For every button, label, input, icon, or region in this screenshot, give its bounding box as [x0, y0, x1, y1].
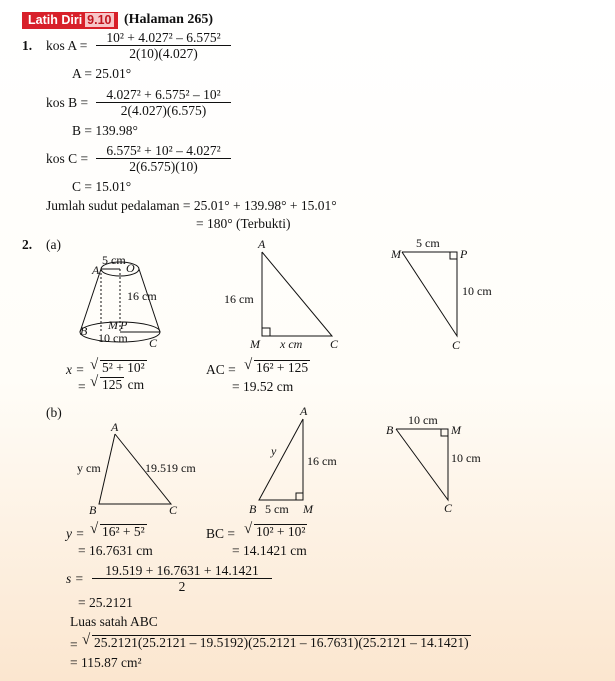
tri-a3-M: M — [391, 247, 401, 261]
s-result: = 25.2121 — [78, 595, 133, 610]
tri-b2-M: M — [303, 502, 313, 516]
cosC-numerator: 6.575² + 10² – 4.027² — [96, 143, 231, 159]
tri-a3-P: P — [460, 247, 468, 261]
exercise-badge — [22, 12, 118, 29]
cosA-numerator: 10² + 4.027² – 6.575² — [96, 30, 231, 46]
bc-result: = 14.1421 cm — [232, 543, 307, 558]
tri-b3-M: M — [451, 423, 461, 437]
frustum-P: P — [120, 318, 128, 332]
frustum-figure — [80, 252, 180, 352]
frustum-C: C — [149, 336, 158, 350]
s-denominator: 2 — [178, 579, 186, 594]
cosA-denominator: 2(10)(4.027) — [129, 46, 198, 61]
tri-a2-base: x cm — [280, 337, 303, 351]
bc-sqrt — [244, 524, 307, 540]
tri-a3-C: C — [452, 338, 461, 352]
ac-radicand: 16² + 125 — [256, 360, 309, 375]
triangle-BMC-figure — [384, 412, 499, 517]
cosC-label: kos C = — [46, 151, 89, 166]
tri-b1-right: 19.519 cm — [145, 461, 196, 475]
C-result: C = 15.01° — [72, 179, 132, 194]
ac-sqrt — [244, 360, 310, 376]
triangle-ABM-figure — [245, 405, 345, 520]
part-a-label: (a) — [46, 237, 61, 252]
triangle-ABC-figure — [75, 422, 215, 522]
y-sqrt — [90, 524, 147, 540]
question-1-number: 1. — [22, 38, 33, 53]
x-radicand-1: 5² + 10² — [102, 360, 145, 375]
tri-b3-B: B — [386, 423, 394, 437]
frustum-A: A — [92, 263, 100, 277]
angle-sum-result: = 180° (Terbukti) — [196, 216, 291, 231]
cosB-denominator: 2(4.027)(6.575) — [120, 103, 207, 118]
ac-eq-label: AC = — [206, 362, 236, 377]
tri-b1-left: y cm — [77, 461, 101, 475]
question-2-number: 2. — [22, 237, 33, 252]
bc-eq-label: BC = — [206, 526, 235, 541]
tri-b2-B: B — [249, 502, 257, 516]
area-result: = 115.87 cm² — [70, 655, 142, 670]
y-eq-label: y = — [66, 526, 85, 541]
y-radicand: 16² + 5² — [102, 524, 145, 539]
tri-b3-C: C — [444, 501, 453, 515]
area-radicand: 25.2121(25.2121 – 19.5192)(25.2121 – 16.7631)(25.2121 – 14.1421) — [94, 635, 469, 650]
s-fraction — [92, 563, 272, 594]
cosC-denominator: 2(6.575)(10) — [129, 159, 198, 174]
tri-b3-top: 10 cm — [408, 413, 438, 427]
tri-a3-top: 5 cm — [416, 236, 440, 250]
tri-a2-C: C — [330, 337, 339, 351]
frustum-10cm: 10 cm — [98, 331, 128, 345]
triangle-AMC-figure — [220, 238, 350, 353]
ac-result: = 19.52 cm — [232, 379, 294, 394]
A-result: A = 25.01° — [72, 66, 132, 81]
tri-b2-A: A — [300, 404, 308, 418]
tri-a3-side: 10 cm — [462, 284, 492, 298]
y-result: = 16.7631 cm — [78, 543, 153, 558]
cosA-fraction — [96, 30, 231, 61]
area-title: Luas satah ABC — [70, 614, 158, 629]
triangle-MPC-figure — [390, 236, 505, 356]
tri-b2-base: 5 cm — [265, 502, 289, 516]
cosB-numerator: 4.027² + 6.575² – 10² — [96, 87, 231, 103]
tri-b2-y: y — [271, 444, 277, 458]
area-sqrt — [82, 635, 471, 651]
tri-b1-B: B — [89, 503, 97, 517]
x-eq-label: x = — [66, 362, 85, 377]
tri-a2-side: 16 cm — [224, 292, 254, 306]
frustum-M: M — [108, 318, 118, 332]
s-numerator: 19.519 + 16.7631 + 14.1421 — [92, 563, 272, 579]
part-b-label: (b) — [46, 405, 62, 420]
cosB-label: kos B = — [46, 95, 89, 110]
badge-number: 9.10 — [87, 13, 112, 27]
tri-a2-M: M — [250, 337, 260, 351]
badge-text: Latih Diri — [28, 13, 83, 27]
bc-radicand: 10² + 10² — [256, 524, 306, 539]
x-eq2: = — [78, 379, 86, 394]
B-result: B = 139.98° — [72, 123, 138, 138]
frustum-16cm: 16 cm — [127, 289, 157, 303]
cosA-label: kos A = — [46, 38, 88, 53]
cosB-fraction — [96, 87, 231, 118]
frustum-5cm: 5 cm — [102, 253, 126, 267]
tri-b1-C: C — [169, 503, 178, 517]
angle-sum-line: Jumlah sudut pedalaman = 25.01° + 139.98° + 15.01° — [46, 198, 337, 213]
x-unit: cm — [127, 377, 145, 392]
page-reference: (Halaman 265) — [124, 12, 214, 27]
tri-a2-A: A — [258, 237, 266, 251]
frustum-O: O — [126, 261, 135, 275]
x-sqrt-2 — [90, 377, 124, 393]
x-sqrt-1 — [90, 360, 147, 376]
s-label: s = — [66, 571, 84, 586]
tri-b1-A: A — [111, 420, 119, 434]
cosC-fraction — [96, 143, 231, 174]
area-eq: = — [70, 637, 78, 652]
x-radicand-2: 125 — [102, 377, 123, 392]
frustum-B: B — [80, 324, 88, 338]
tri-b3-side: 10 cm — [451, 451, 481, 465]
tri-b2-side: 16 cm — [307, 454, 337, 468]
